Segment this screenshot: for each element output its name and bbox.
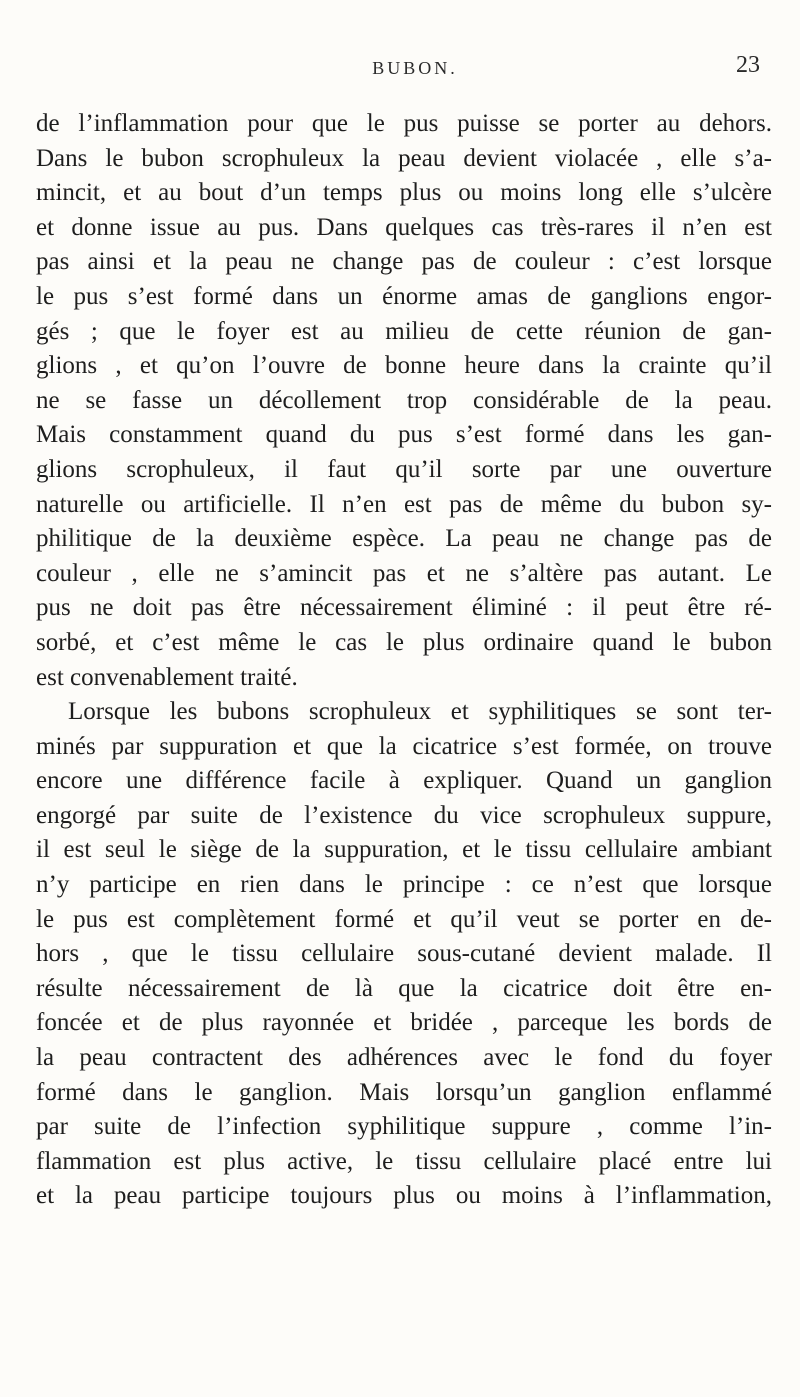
text-line-16: sorbé, et c’est même le cas le plus ordinaire quand le bubon [36, 628, 772, 656]
text-line-9: ne se fasse un décollement trop considérable de la peau. [36, 386, 772, 414]
text-line-22: il est seul le siège de la suppuration, et le tissu cellulaire ambiant [36, 836, 772, 864]
text-line-27: foncée et de plus rayonnée et bridée , parceque les bords de [36, 1009, 772, 1037]
text-line-18: Lorsque les bubons scrophuleux et syphilitiques se sont ter- [68, 698, 772, 726]
text-line-23: n’y participe en rien dans le principe : ce n’est que lorsque [36, 871, 772, 899]
text-line-1: de l’inflammation pour que le pus puisse se porter au dehors. [36, 110, 772, 137]
page-header [70, 50, 760, 90]
page-number: 23 [736, 52, 760, 78]
text-line-17: est convenablement traité. [36, 663, 298, 691]
text-line-8: glions , et qu’on l’ouvre de bonne heure dans la crainte qu’il [36, 352, 772, 380]
text-line-20: encore une différence facile à expliquer. Quand un ganglion [36, 767, 772, 795]
text-line-13: philitique de la deuxième espèce. La peau ne change pas de [36, 525, 772, 553]
text-line-21: engorgé par suite de l’existence du vice scrophuleux suppure, [36, 801, 772, 829]
text-line-4: et donne issue au pus. Dans quelques cas très-rares il n’en est [36, 213, 772, 241]
text-line-31: flammation est plus active, le tissu cellulaire placé entre lui [36, 1147, 772, 1175]
text-line-19: minés par suppuration et que la cicatrice s’est formée, on trouve [36, 732, 772, 760]
text-line-24: le pus est complètement formé et qu’il veut se porter en de- [36, 905, 772, 933]
text-line-32: et la peau participe toujours plus ou moins à l’inflammation, [36, 1182, 772, 1210]
text-line-26: résulte nécessairement de là que la cicatrice doit être en- [36, 974, 772, 1002]
text-line-7: gés ; que le foyer est au milieu de cette réunion de gan- [36, 317, 772, 345]
text-line-28: la peau contractent des adhérences avec le fond du foyer [36, 1044, 772, 1072]
text-line-3: mincit, et au bout d’un temps plus ou moins long elle s’ulcère [36, 179, 772, 207]
text-line-5: pas ainsi et la peau ne change pas de couleur : c’est lorsque [36, 248, 772, 276]
text-line-29: formé dans le ganglion. Mais lorsqu’un ganglion enflammé [36, 1078, 772, 1106]
text-line-12: naturelle ou artificielle. Il n’en est pas de même du bubon sy- [36, 490, 772, 518]
text-line-30: par suite de l’infection syphilitique suppure , comme l’in- [36, 1113, 772, 1141]
body-text [36, 107, 772, 1214]
text-line-25: hors , que le tissu cellulaire sous-cutané devient malade. Il [36, 940, 772, 968]
text-line-15: pus ne doit pas être nécessairement éliminé : il peut être ré- [36, 594, 772, 622]
text-line-14: couleur , elle ne s’amincit pas et ne s’altère pas autant. Le [36, 559, 772, 587]
text-line-11: glions scrophuleux, il faut qu’il sorte par une ouverture [36, 455, 772, 483]
text-line-6: le pus s’est formé dans un énorme amas de ganglions engor- [36, 282, 772, 310]
running-head: BUBON. [372, 58, 458, 78]
text-line-10: Mais constamment quand du pus s’est formé dans les gan- [36, 421, 772, 449]
text-line-2: Dans le bubon scrophuleux la peau devient violacée , elle s’a- [36, 144, 772, 172]
